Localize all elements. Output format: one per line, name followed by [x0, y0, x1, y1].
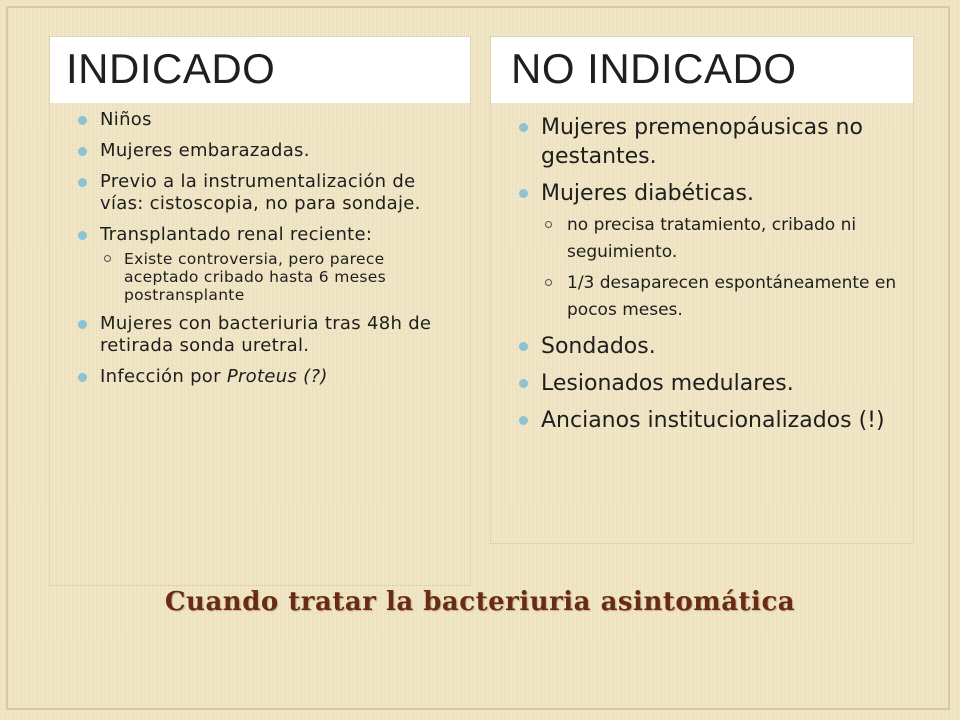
list-item [519, 406, 903, 435]
bullet-icon [78, 231, 87, 240]
list-item-text-suffix: (?) [297, 366, 328, 387]
not-indicated-heading: NO INDICADO [491, 37, 913, 103]
indicated-list [50, 103, 470, 388]
sub-bullet-icon [545, 221, 552, 228]
bullet-icon [519, 342, 528, 351]
sub-list [100, 250, 458, 304]
sub-list-item-text: Existe controversia, pero parece aceptado cribado hasta 6 meses postransplante [124, 250, 387, 304]
list-item [78, 140, 458, 162]
sub-bullet-icon [104, 255, 111, 262]
sub-list-item [100, 250, 458, 304]
list-item-text-prefix: Infección por [100, 366, 227, 387]
list-item-text: Ancianos institucionalizados (!) [541, 408, 885, 433]
bullet-icon [78, 116, 87, 125]
list-item [519, 369, 903, 398]
list-item-text: Mujeres diabéticas. [541, 181, 754, 206]
list-item [519, 179, 903, 324]
sub-list-item-text: no precisa tratamiento, cribado ni seguimiento. [567, 215, 857, 262]
list-item-text: Niños [100, 109, 152, 130]
bullet-icon [519, 123, 528, 132]
list-item [78, 171, 458, 215]
list-item-text: Sondados. [541, 334, 656, 359]
list-item [78, 366, 458, 388]
list-item-text: Mujeres embarazadas. [100, 140, 310, 161]
bullet-icon [78, 373, 87, 382]
list-item [78, 109, 458, 131]
list-item [519, 113, 903, 171]
list-item-text: Transplantado renal reciente: [100, 224, 373, 245]
not-indicated-column [490, 36, 914, 544]
list-item-text: Mujeres premenopáusicas no gestantes. [541, 115, 863, 169]
list-item [78, 224, 458, 304]
bullet-icon [78, 320, 87, 329]
sub-list-item [541, 270, 903, 324]
not-indicated-list [491, 103, 913, 435]
indicated-column [49, 36, 471, 586]
sub-bullet-icon [545, 279, 552, 286]
bullet-icon [78, 147, 87, 156]
slide-title: Cuando tratar la bacteriuria asintomática [164, 587, 796, 617]
bullet-icon [519, 189, 528, 198]
list-item-text: Lesionados medulares. [541, 371, 794, 396]
bullet-icon [78, 178, 87, 187]
list-item-text: Previo a la instrumentalización de vías: cistoscopia, no para sondaje. [100, 171, 421, 214]
sub-list-item [541, 212, 903, 266]
indicated-heading: INDICADO [50, 37, 470, 103]
list-item [519, 332, 903, 361]
sub-list [541, 212, 903, 324]
list-item [78, 313, 458, 357]
list-item-text-italic: Proteus [226, 366, 298, 387]
bullet-icon [519, 416, 528, 425]
bullet-icon [519, 379, 528, 388]
list-item-text: Mujeres con bacteriuria tras 48h de retirada sonda uretral. [100, 313, 432, 356]
sub-list-item-text: 1/3 desaparecen espontáneamente en pocos meses. [567, 273, 897, 320]
